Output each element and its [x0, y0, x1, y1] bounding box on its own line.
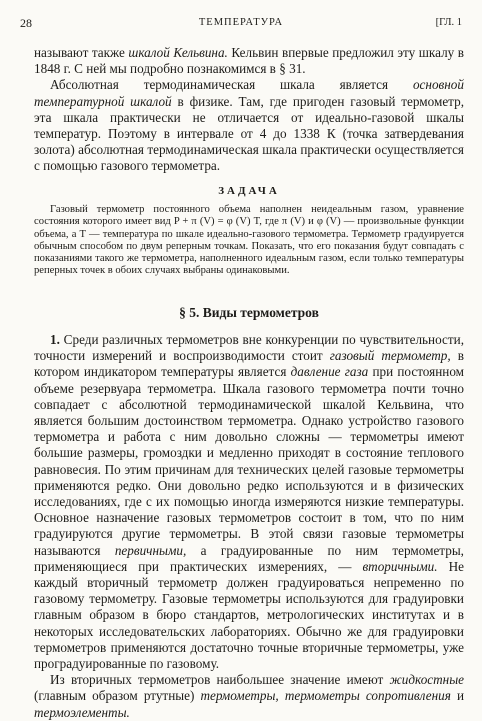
section-title: § 5. Виды термометров — [179, 305, 319, 320]
section-paragraph-1: 1. Среди различных термометров вне конкуренции по чувствительности, точности измерений и воспроизводимости стоит газовый термометр, в котором индикатором температуры является давление газа при постоянном объеме резервуара термометра. Шкала газового термометра почти точно совпадает с абсолютной термодинамической шкалой Кельвина, что является большим достоинством термометра. Однако устройство газового термометра и работа с ним довольно сложны — термометры имеют большие размеры, громоздки и медленно приходят в состояние теплового равновесия. По этим причинам для технических целей газовые термометры применяются редко. Они довольно редко используются и в физических исследованиях, где с их помощью иногда измеряются низкие температуры. Основное назначение газовых термометров состоит в том, что по ним градуируются другие термометры. В этой связи газовые термометры называются первичными, а градуированные по ним термометры, применяющиеся при практических измерениях, — вторичными. Не каждый вторичный термометр должен градуироваться непременно по газовому термометру. Газовые термометры используются для градуировки главным образом в бюро стандартов, метрологических институтах и в некоторых исследовательских лабораториях. Обычно же для градуировки термометров применяются достаточно точные вторичные термометры, уже проградуированные по газовому. — [34, 332, 465, 672]
chapter-marker: [ГЛ. 1 — [435, 17, 462, 28]
intro-text — [34, 45, 464, 175]
intro-paragraph-2: Абсолютная термодинамическая шкала является основной температурной шкалой в физике. Там, где пригоден газовый термометр, эта шкала практически не отличается от идеально-газовой шкалы температур. Поэтому в интервале от 4 до 1338 К (точка затвердевания золота) абсолютная термодинамическая шкала практически осуществляется с помощью газового термометра. — [34, 77, 464, 174]
task-heading: ЗАДАЧА — [218, 185, 280, 197]
running-title: ТЕМПЕРАТУРА — [198, 17, 284, 28]
section-paragraph-2: Из вторичных термометров наибольшее значение имеют жидкостные (главным образом ртутные) термометры, термометры сопротивления и термоэлементы. — [34, 672, 465, 720]
intro-paragraph-1: называют также шкалой Кельвина. Кельвин впервые предложил эту шкалу в 1848 г. С ней мы подробно познакомимся в § 31. — [34, 45, 465, 77]
task-body — [34, 204, 464, 278]
page-header — [20, 16, 462, 34]
section-body — [34, 332, 464, 721]
page-number: 28 — [20, 16, 32, 30]
task-text: Газовый термометр постоянного объема наполнен неидеальным газом, уравнение состояния которого имеет вид P + π (V) = φ (V) T, где π (V) и φ (V) — произвольные функции объема, а T — температура по шкале идеально-газового термометра. Термометр градуируется обычным способом по двум реперным точкам. Показать, что его показания будут совпадать с показаниями такого же термометра, наполненного идеальным газом, если только температуры реперных точек в обоих случаях выбраны одинаковыми. — [34, 204, 464, 277]
